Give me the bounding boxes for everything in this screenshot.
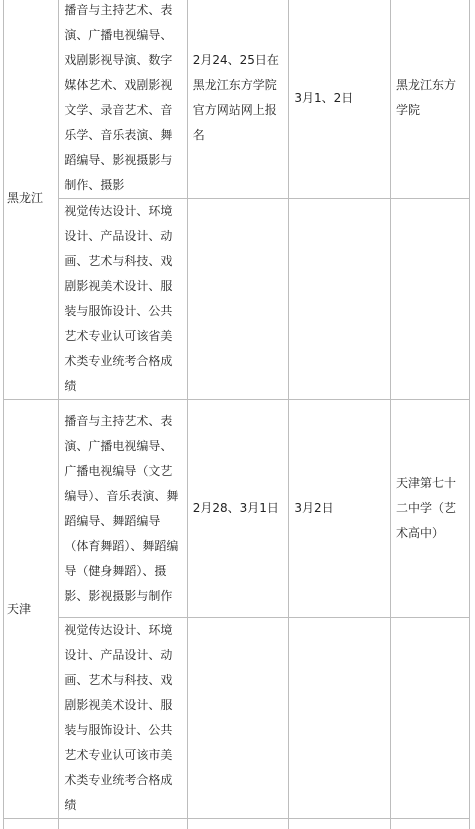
table-row — [4, 199, 470, 400]
registration-cell — [187, 618, 289, 819]
majors-cell: 播音与主持艺术、表演、广播电视编导、广播电视编导（文艺编导）、音乐表演、舞蹈编导、舞蹈编导（体育舞蹈）、舞蹈编导（健身舞蹈）、摄影、影视摄影与制作 — [59, 400, 187, 618]
table-row — [4, 0, 470, 199]
exam-site-cell: 天津第七十二中学（艺术高中） — [390, 400, 469, 618]
empty-cell — [390, 819, 469, 829]
exam-date-cell: 3月2日 — [289, 400, 391, 618]
exam-site-cell: 黑龙江东方学院 — [390, 0, 469, 199]
province-cell: 天津 — [4, 400, 59, 819]
admissions-table — [3, 0, 470, 829]
exam-site-cell — [390, 618, 469, 819]
registration-cell: 2月24、25日在黑龙江东方学院官方网站网上报名 — [187, 0, 289, 199]
table-row-partial — [4, 819, 470, 829]
exam-date-cell — [289, 618, 391, 819]
majors-cell: 视觉传达设计、环境设计、产品设计、动画、艺术与科技、戏剧影视美术设计、服装与服饰设计、公共艺术专业认可该省美术类专业统考合格成绩 — [59, 199, 187, 400]
exam-date-cell — [289, 199, 391, 400]
empty-cell — [59, 819, 187, 829]
exam-site-cell — [390, 199, 469, 400]
empty-cell — [289, 819, 391, 829]
exam-date-cell: 3月1、2日 — [289, 0, 391, 199]
empty-cell — [187, 819, 289, 829]
empty-cell — [4, 819, 59, 829]
registration-cell — [187, 199, 289, 400]
province-cell: 黑龙江 — [4, 0, 59, 400]
majors-cell: 视觉传达设计、环境设计、产品设计、动画、艺术与科技、戏剧影视美术设计、服装与服饰设计、公共艺术专业认可该市美术类专业统考合格成绩 — [59, 618, 187, 819]
majors-cell: 播音与主持艺术、表演、广播电视编导、戏剧影视导演、数字媒体艺术、戏剧影视文学、录音艺术、音乐学、音乐表演、舞蹈编导、影视摄影与制作、摄影 — [59, 0, 187, 199]
registration-cell: 2月28、3月1日 — [187, 400, 289, 618]
table-row — [4, 618, 470, 819]
table-row — [4, 400, 470, 618]
